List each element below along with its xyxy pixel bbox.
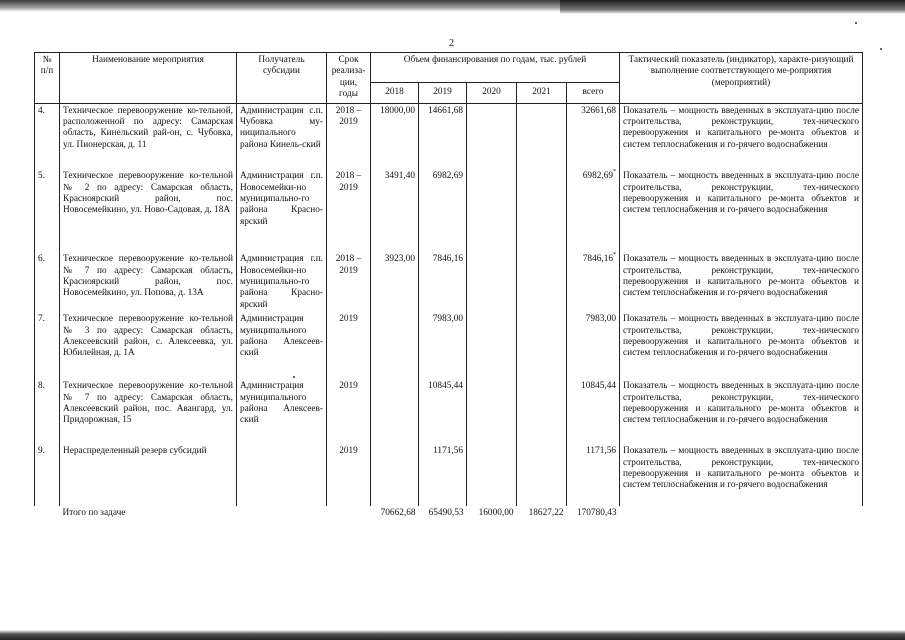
row-num: 5. <box>35 169 60 252</box>
row-2021 <box>517 103 567 169</box>
row-num: 8. <box>35 379 60 444</box>
table-row <box>35 312 863 379</box>
row-2020 <box>467 379 517 444</box>
row-total-value: 7983,00 <box>585 314 616 325</box>
row-2018 <box>371 444 419 506</box>
table-row <box>35 379 863 444</box>
header-financing: Объем финансирования по годам, тыс. рублей <box>371 53 620 83</box>
header-total: всего <box>567 82 620 103</box>
row-2020 <box>467 444 517 506</box>
row-name: Техническое перевооружение ко-тельной, расположенной по адресу: Самарская область, Кинельский рай-он, с. Чубовка, ул. Пионерская, д. 11 <box>60 103 237 169</box>
row-term: 2018 – 2019 <box>327 169 371 252</box>
header-year-2020: 2020 <box>467 82 517 103</box>
row-recipient: Администрация муниципального района Алексеев-ский <box>237 312 327 379</box>
total-term <box>327 506 371 522</box>
header-year-2018: 2018 <box>371 82 419 103</box>
header-term: Срок реализа-ции, годы <box>327 53 371 104</box>
scan-edge-bottom <box>0 630 905 640</box>
row-2020 <box>467 169 517 252</box>
header-year-2019: 2019 <box>419 82 467 103</box>
row-name: Техническое перевооружение ко-тельной № 3 по адресу: Самарская область, Алексеевский район, с. Алексеевка, ул. Юбилейная, д. 1А <box>60 312 237 379</box>
row-total-value: 1171,56 <box>586 446 616 457</box>
scan-edge-top-dark <box>560 0 905 14</box>
total-indicator <box>620 506 863 522</box>
header-year-2021: 2021 <box>517 82 567 103</box>
total-2018: 70662,68 <box>380 508 416 519</box>
row-name: Нераспределенный резерв субсидий <box>60 444 237 506</box>
row-2019: 1171,56 <box>419 444 467 506</box>
row-name: Техническое перевооружение ко-тельной № 2 по адресу: Самарская область, Красноярский район, пос. Новосемейкино, ул. Ново-Садовая, д. 18А <box>60 169 237 252</box>
table-header-row <box>35 53 863 83</box>
row-recipient: Администрация с.п. Чубовка му-ниципального района Кинель-ский <box>237 103 327 169</box>
row-term: 2018 – 2019 <box>327 252 371 312</box>
row-2019: 7846,16 <box>419 252 467 312</box>
total-recipient <box>237 506 327 522</box>
row-2020 <box>467 252 517 312</box>
row-2021 <box>517 312 567 379</box>
scan-speck <box>855 22 857 24</box>
row-2019: 10845,44 <box>419 379 467 444</box>
total-row <box>35 506 863 522</box>
row-2018: 3491,40 <box>371 169 419 252</box>
row-num: 9. <box>35 444 60 506</box>
row-total <box>567 103 620 169</box>
row-2021 <box>517 169 567 252</box>
row-total <box>567 379 620 444</box>
financing-table <box>34 52 863 522</box>
row-total <box>567 169 620 252</box>
row-num: 6. <box>35 252 60 312</box>
row-indicator: Показатель – мощность введенных в эксплуата-цию после строительства, реконструкции, тех-нического перевооружения и капитального ре-монта объектов и систем теплоснабжения и го-рячего водоснабжения <box>620 103 863 169</box>
row-2021 <box>517 252 567 312</box>
total-label: Итого по задаче <box>62 508 126 519</box>
row-2019: 7983,00 <box>419 312 467 379</box>
page-number: 2 <box>449 38 454 49</box>
row-total-mark: * <box>613 169 616 176</box>
row-recipient: Администрация г.п. Новосемейки-но муниципально-го района Красно-ярский <box>237 252 327 312</box>
row-indicator: Показатель – мощность введенных в эксплуата-цию после строительства, реконструкции, тех-нического перевооружения и капитального ре-монта объектов и систем теплоснабжения и го-рячего водоснабжения <box>620 169 863 252</box>
row-2020 <box>467 103 517 169</box>
total-num <box>35 506 60 522</box>
row-recipient <box>237 444 327 506</box>
total-all: 170780,43 <box>576 508 617 519</box>
row-term: 2018 – 2019 <box>327 103 371 169</box>
row-name: Техническое перевооружение ко-тельной № 7 по адресу: Самарская область, Алексеевский район, пос. Авангард, ул. Придорожная, 15 <box>60 379 237 444</box>
row-2020 <box>467 312 517 379</box>
header-recipient: Получатель субсидии <box>237 53 327 104</box>
row-total-value: 7846,16 <box>582 254 613 265</box>
row-indicator: Показатель – мощность введенных в эксплуата-цию после строительства, реконструкции, тех-нического перевооружения и капитального ре-монта объектов и систем теплоснабжения и го-рячего водоснабжения <box>620 379 863 444</box>
row-2018: 3923,00 <box>371 252 419 312</box>
row-indicator: Показатель – мощность введенных в эксплуата-цию после строительства, реконструкции, тех-нического перевооружения и капитального ре-монта объектов и систем теплоснабжения и го-рячего водоснабжения <box>620 312 863 379</box>
row-indicator: Показатель – мощность введенных в эксплуата-цию после строительства, реконструкции, тех-нического перевооружения и капитального ре-монта объектов и систем теплоснабжения и го-рячего водоснабжения <box>620 252 863 312</box>
row-total-value: 6982,69 <box>582 171 613 182</box>
row-total-value: 32661,68 <box>581 105 616 116</box>
row-2019: 14661,68 <box>419 103 467 169</box>
row-term: 2019 <box>327 444 371 506</box>
table-row <box>35 252 863 312</box>
header-num: № п/п <box>35 53 60 104</box>
total-2019: 65490,53 <box>428 508 464 519</box>
header-indicator: Тактический показатель (индикатор), характе-ризующий выполнение соответствующего ме-роприятия (мероприятий) <box>620 53 863 104</box>
row-total-mark: * <box>613 252 616 259</box>
table-row <box>35 169 863 252</box>
row-indicator: Показатель – мощность введенных в эксплуата-цию после строительства, реконструкции, тех-нического перевооружения и капитального ре-монта объектов и систем теплоснабжения и го-рячего водоснабжения <box>620 444 863 506</box>
row-2018 <box>371 379 419 444</box>
total-2020: 16000,00 <box>478 508 514 519</box>
row-2019: 6982,69 <box>419 169 467 252</box>
row-total-value: 10845,44 <box>581 381 616 392</box>
row-2018 <box>371 312 419 379</box>
table-row <box>35 444 863 506</box>
row-num: 7. <box>35 312 60 379</box>
total-2021: 18627,22 <box>528 508 564 519</box>
row-2021 <box>517 444 567 506</box>
table-row <box>35 103 863 169</box>
row-total <box>567 312 620 379</box>
row-2018: 18000,00 <box>371 103 419 169</box>
row-total <box>567 444 620 506</box>
row-term: 2019 <box>327 312 371 379</box>
row-2021 <box>517 379 567 444</box>
row-name: Техническое перевооружение ко-тельной № 7 по адресу: Самарская область, Красноярский район, пос. Новосемейкино, ул. Попова, д. 13А <box>60 252 237 312</box>
row-recipient: Администрация г.п. Новосемейки-но муниципально-го района Красно-ярский <box>237 169 327 252</box>
scan-speck <box>880 48 882 50</box>
row-total <box>567 252 620 312</box>
header-name: Наименование мероприятия <box>60 53 237 104</box>
row-term: 2019 <box>327 379 371 444</box>
row-num: 4. <box>35 103 60 169</box>
row-recipient: Администрация муниципального района Алексеев-ский <box>237 379 327 444</box>
